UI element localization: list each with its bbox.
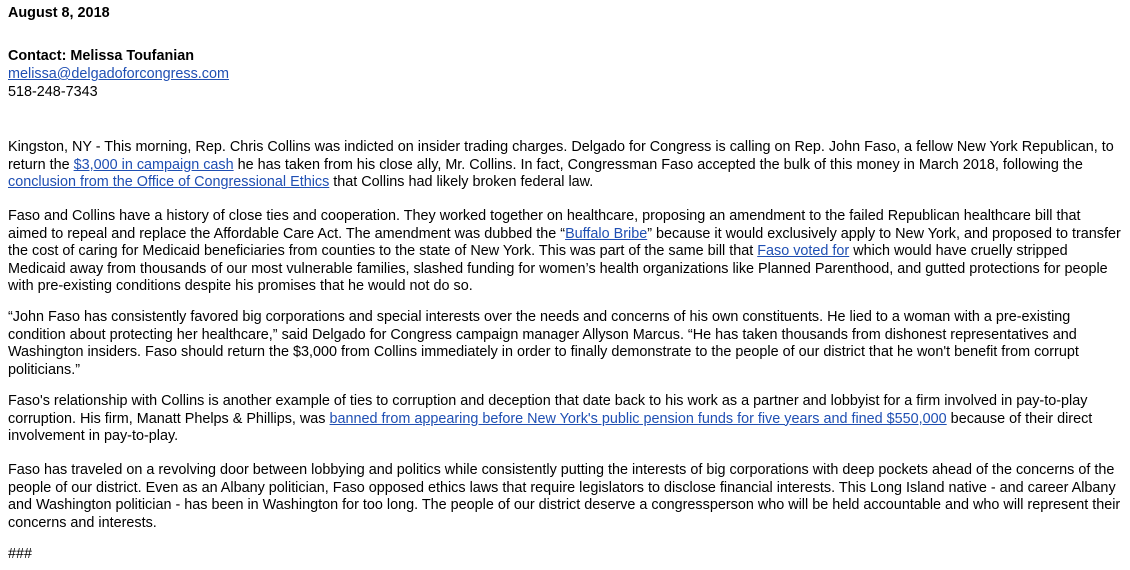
contact-email-link[interactable]: melissa@delgadoforcongress.com [8, 66, 229, 82]
paragraph-1 [8, 139, 1122, 192]
ethics-conclusion-link[interactable]: conclusion from the Office of Congressional Ethics [8, 174, 330, 191]
campaign-cash-link[interactable]: $3,000 in campaign cash [73, 156, 234, 173]
end-marker: ### [8, 546, 33, 562]
contact-phone: 518-248-7343 [8, 84, 98, 100]
paragraph-5: Faso has traveled on a revolving door between lobbying and politics while consistently putting the interests of big corporations with deep pockets ahead of the concerns of the people of our district. Even as an Albany politician, Faso opposed ethics laws that require legislators to disclose financial interests. This Long Island native - and career Albany and Washington politician - has been in Washington for too long. The people of our district deserve a congressperson who will be held accountable and who will represent their concerns and interests. [8, 462, 1121, 531]
paragraph-1-text-b: he has taken from his close ally, Mr. Collins. In fact, Congressman Faso accepted the bulk of this money in March 2018, following the [233, 156, 1083, 173]
paragraph-4 [8, 393, 1122, 446]
paragraph-2-text-a: Faso and Collins have a history of close ties and cooperation. They worked together on healthcare, proposing an amendment to the failed Republican healthcare bill that aimed to repeal and replace the Affordable Care Act. The amendment was dubbed the “ [8, 208, 1081, 242]
release-date: August 8, 2018 [8, 5, 110, 21]
paragraph-2-text-b: ” because it would exclusively apply to New York, and proposed to transfer the cost of caring for Medicaid beneficiaries from counties to the state of New York. This was part of the same bill that [8, 225, 1121, 260]
paragraph-3: “John Faso has consistently favored big corporations and special interests over the needs and concerns of his own constituents. He lied to a woman with a pre-existing condition about protecting her healthcare,” said Delgado for Congress campaign manager Allyson Marcus. “He has taken thousands from dishonest representatives and Washington insiders. Faso should return the $3,000 from Collins immediately in order to finally demonstrate to the people of our district that he won't benefit from corrupt politicians.” [8, 309, 1079, 378]
buffalo-bribe-link[interactable]: Buffalo Bribe [565, 225, 648, 242]
paragraph-2-text-c: which would have cruelly stripped Medicaid away from thousands of our most vulnerable families, slashed funding for women’s health organizations like Planned Parenthood, and gutted protections for people with pre-existing conditions despite his promises that he would not do so. [8, 243, 1108, 295]
paragraph-2 [8, 208, 1122, 296]
paragraph-4-text-b: because of their direct involvement in pay-to-play. [8, 410, 1093, 445]
paragraph-1-text-a: Kingston, NY - This morning, Rep. Chris Collins was indicted on insider trading charges. Delgado for Congress is calling on Rep. John Faso, a fellow New York Republican, to return the [8, 139, 1114, 173]
contact-email-line [8, 66, 1122, 84]
paragraph-4-text-a: Faso's relationship with Collins is another example of ties to corruption and deception that date back to his work as a partner and lobbyist for a firm involved in pay-to-play corruption. His firm, Manatt Phelps & Phillips, was [8, 393, 1088, 427]
paragraph-1-text-c: that Collins had likely broken federal law. [329, 174, 594, 191]
contact-name: Contact: Melissa Toufanian [8, 48, 195, 64]
pension-ban-link[interactable]: banned from appearing before New York's public pension funds for five years and fined $550,000 [329, 410, 947, 427]
faso-voted-for-link[interactable]: Faso voted for [757, 243, 850, 260]
